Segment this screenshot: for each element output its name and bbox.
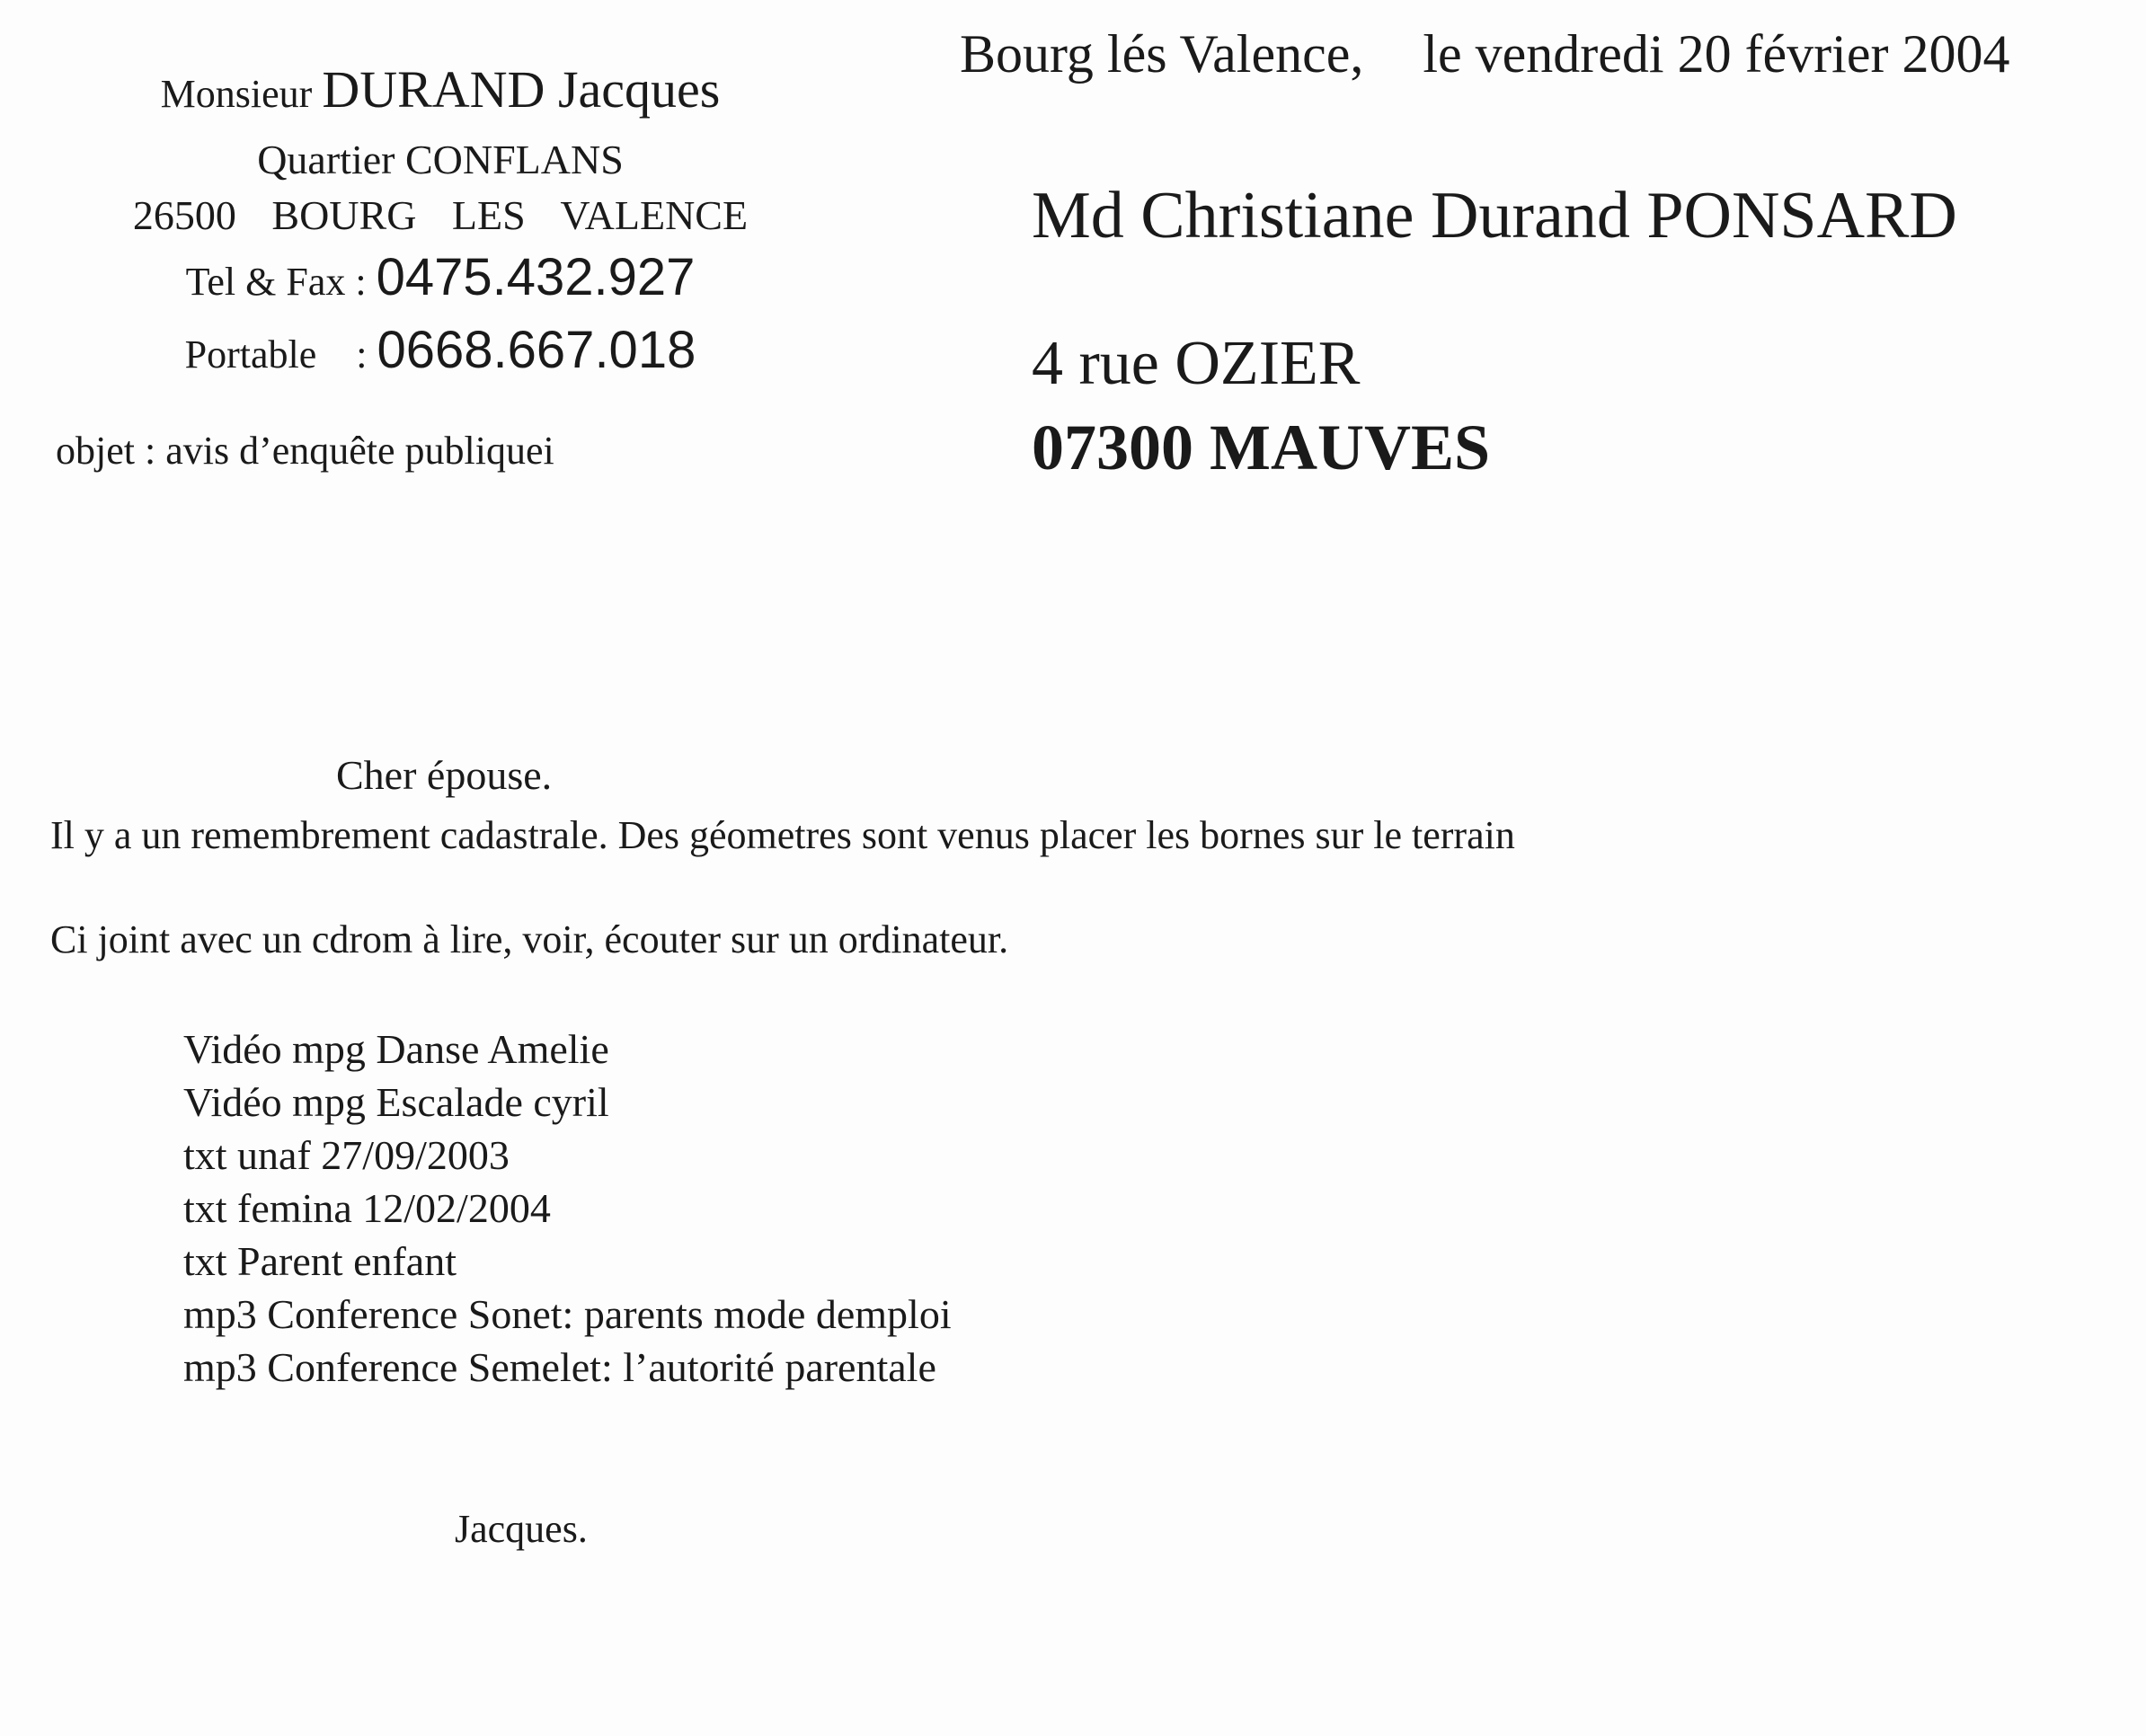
file-list-item: txt femina 12/02/2004 (183, 1185, 551, 1231)
sender-block (90, 52, 791, 389)
file-list-item: txt unaf 27/09/2003 (183, 1132, 510, 1178)
recipient-name: Md Christiane Durand PONSARD (1032, 179, 1957, 252)
sender-tel-number: 0475.432.927 (376, 248, 696, 306)
sender-address-line2: 26500 BOURG LES VALENCE (132, 192, 749, 238)
body-paragraph-2: Ci joint avec un cdrom à lire, voir, écouter sur un ordinateur. (50, 917, 1009, 961)
recipient-street: 4 rue OZIER (1032, 329, 1361, 398)
recipient-city: 07300 MAUVES (1032, 412, 1491, 483)
sender-name: DURAND Jacques (322, 60, 721, 119)
date-text: le vendredi 20 février 2004 (1423, 24, 2010, 84)
greeting: Cher épouse. (336, 752, 553, 798)
sender-mobile-sep: : (356, 332, 368, 376)
date-place: Bourg lés Valence, (960, 24, 1364, 84)
recipient-block (1032, 173, 1957, 491)
file-list-item: Vidéo mpg Escalade cyril (183, 1079, 609, 1125)
cdrom-file-list (183, 1023, 952, 1394)
sender-phone-line (90, 244, 791, 316)
sender-name-line (90, 52, 791, 132)
sender-mobile-label: Portable (184, 332, 317, 376)
sender-address-line1: Quartier CONFLANS (257, 137, 624, 182)
file-list-item: mp3 Conference Sonet: parents mode demploi (183, 1291, 952, 1337)
file-list-item: Vidéo mpg Danse Amelie (183, 1026, 609, 1072)
sender-mobile-line (90, 316, 791, 389)
subject-line: objet : avis d’enquête publiquei (56, 429, 554, 473)
signature: Jacques. (455, 1507, 588, 1551)
sender-mobile-number: 0668.667.018 (377, 321, 696, 379)
body-paragraph-1: Il y a un remembrement cadastrale. Des géometres sont venus placer les bornes sur le terrain (50, 813, 1515, 857)
sender-tel-label: Tel & Fax : (185, 260, 367, 304)
file-list-item: txt Parent enfant (183, 1238, 457, 1284)
sender-title: Monsieur (160, 72, 313, 116)
date-line (960, 23, 2009, 85)
file-list-item: mp3 Conference Semelet: l’autorité parentale (183, 1344, 936, 1390)
